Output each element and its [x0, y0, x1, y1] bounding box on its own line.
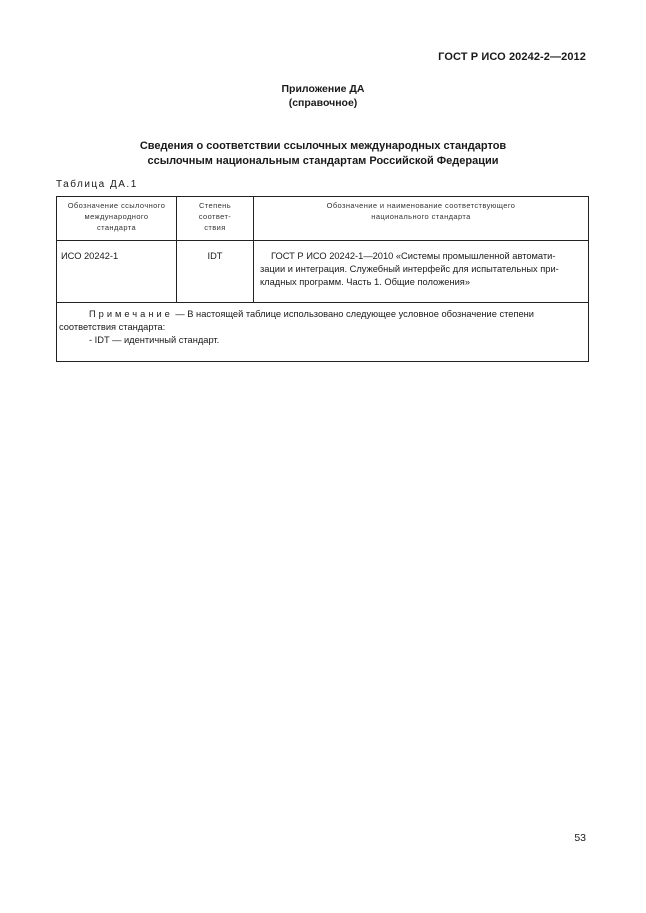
- annex-heading: [0, 82, 646, 110]
- table-note: [57, 303, 589, 362]
- table-row: [57, 241, 589, 303]
- note-text: — В настоящей таблице использовано следующее условное обозначение степени: [172, 309, 534, 319]
- cell-degree: IDT: [177, 241, 254, 303]
- section-title-line-2: ссылочным национальным стандартам Российской Федерации: [147, 155, 499, 167]
- header-ref-standard: Обозначение ссылочного международного стандарта: [57, 197, 177, 241]
- note-label: Примечание: [89, 309, 173, 319]
- note-text-continued: соответствия стандарта:: [59, 322, 166, 332]
- cell-national-standard: ГОСТ Р ИСО 20242-1—2010 «Системы промышленной автомати- зации и интеграция. Служебный интерфейс для испытательных при- кладных программ. Часть 1. Общие положения»: [254, 241, 589, 303]
- document-header: ГОСТ Р ИСО 20242-2—2012: [438, 51, 586, 63]
- page-number: 53: [574, 832, 586, 844]
- table-header-row: [57, 197, 589, 241]
- annex-title: Приложение ДА: [281, 83, 365, 95]
- section-title: [0, 139, 646, 169]
- cell-ref-standard: ИСО 20242-1: [57, 241, 177, 303]
- header-national-standard: Обозначение и наименование соответствующего национального стандарта: [254, 197, 589, 241]
- table-note-row: [57, 303, 589, 362]
- section-title-line-1: Сведения о соответствии ссылочных международных стандартов: [139, 140, 507, 152]
- table-caption: Таблица ДА.1: [56, 179, 138, 190]
- header-degree: Степень соответ- ствия: [177, 197, 254, 241]
- annex-subtitle: (справочное): [288, 97, 358, 109]
- correspondence-table: [56, 196, 589, 362]
- note-list-item: - IDT — идентичный стандарт.: [89, 335, 220, 345]
